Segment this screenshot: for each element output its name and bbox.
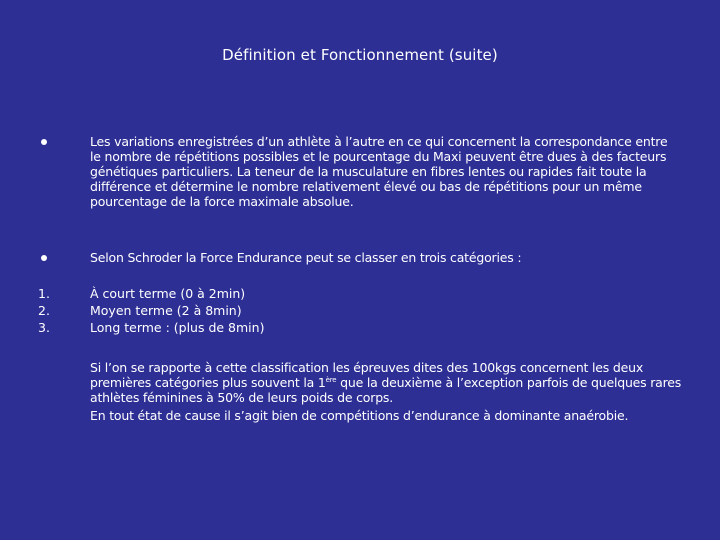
bullet-text-2: Selon Schroder la Force Endurance peut se classer en trois catégories : <box>90 250 522 265</box>
paragraph-text: Si l’on se rapporte à cette classification les épreuves dites des 100kgs concernent les deux premières catégories plus souvent la 1 <box>90 360 644 390</box>
paragraph-conclusion: En tout état de cause il s’agit bien de compétitions d’endurance à dominante anaérobie. <box>90 408 629 423</box>
paragraph-classification <box>90 360 685 405</box>
bullet-icon <box>41 255 47 261</box>
paragraph-text-continued: que la deuxième à l’exception parfois de quelques rares athlètes féminines à 50% de leurs poids de corps. <box>90 375 682 405</box>
list-item <box>0 285 720 302</box>
superscript: ère <box>325 376 337 384</box>
list-number: 2. <box>38 303 50 318</box>
list-number: 3. <box>38 320 50 335</box>
bullet-icon <box>41 139 47 145</box>
slide-title: Définition et Fonctionnement (suite) <box>222 46 498 64</box>
list-item <box>0 302 720 319</box>
list-number: 1. <box>38 286 50 301</box>
list-text: Long terme : (plus de 8min) <box>90 320 265 335</box>
list-text: Moyen terme (2 à 8min) <box>90 303 242 318</box>
list-item <box>0 319 720 336</box>
bullet-text-1: Les variations enregistrées d’un athlète à l’autre en ce qui concernent la correspondance entre le nombre de répétitions possibles et le pourcentage du Maxi peuvent être dues à des facteurs génétiques particuliers. La teneur de la musculature en fibres lentes ou rapides fait toute la différence et détermine le nombre relativement élevé ou bas de répétitions pour un même pourcentage de la force maximale absolue. <box>90 134 668 209</box>
list-text: À court terme (0 à 2min) <box>90 286 246 301</box>
